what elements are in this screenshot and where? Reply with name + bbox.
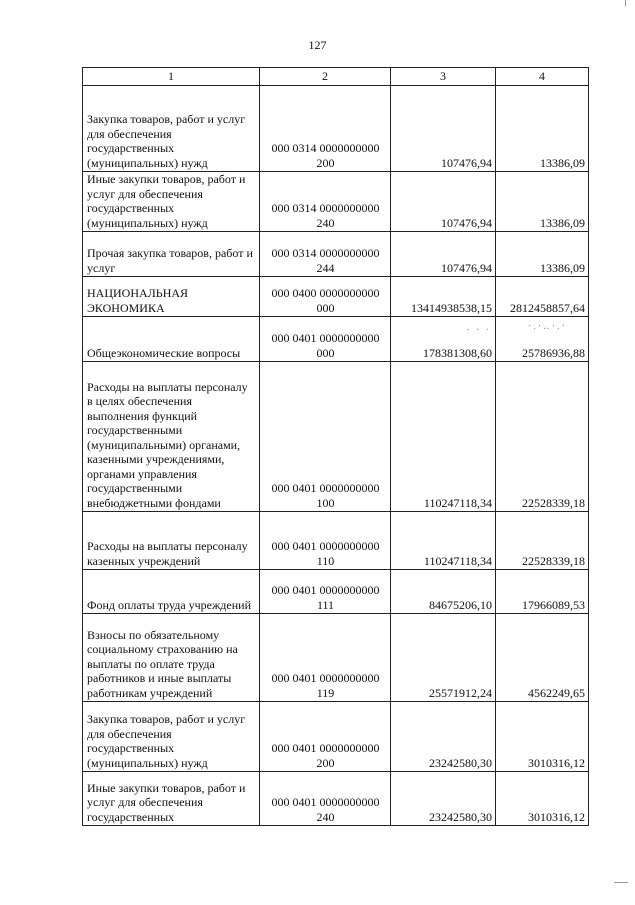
row-value-col3-cell: 110247118,34 — [391, 362, 496, 512]
column-header-2: 2 — [260, 68, 391, 86]
table-header-row — [83, 68, 589, 86]
table-row — [83, 317, 589, 362]
row-value-col3-cell: 84675206,10 — [391, 570, 496, 614]
row-code-cell: 000 0314 0000000000 244 — [260, 232, 391, 277]
row-value-col4-cell: 17966089,53 — [496, 570, 589, 614]
table-row — [83, 362, 589, 512]
row-value-col4-cell: 22528339,18 — [496, 362, 589, 512]
row-code-cell: 000 0401 0000000000 200 — [260, 702, 391, 772]
scan-noise: ·.·‥·.· — [528, 321, 567, 332]
row-name-cell: Закупка товаров, работ и услуг для обеспечения государственных (муниципальных) нужд — [83, 702, 260, 772]
scan-edge-mark — [614, 882, 628, 883]
table-row — [83, 702, 589, 772]
column-header-3: 3 — [391, 68, 496, 86]
table-row — [83, 172, 589, 232]
row-value-col3-cell: 107476,94 — [391, 86, 496, 172]
row-value-col4-cell: 13386,09 — [496, 86, 589, 172]
row-code-cell: 000 0401 0000000000 000 — [260, 317, 391, 362]
column-header-4: 4 — [496, 68, 589, 86]
page-number: 127 — [308, 38, 327, 52]
row-name-cell: Общеэкономические вопросы — [83, 317, 260, 362]
row-name-cell: Иные закупки товаров, работ и услуг для обеспечения государственных (муниципальных) нужд — [83, 172, 260, 232]
row-code-cell: 000 0314 0000000000 240 — [260, 172, 391, 232]
row-code-cell: 000 0401 0000000000 119 — [260, 614, 391, 702]
row-value-col3-cell: 107476,94 — [391, 172, 496, 232]
row-name-cell: Фонд оплаты труда учреждений — [83, 570, 260, 614]
row-name-cell: НАЦИОНАЛЬНАЯ ЭКОНОМИКА — [83, 277, 260, 317]
table-row — [83, 614, 589, 702]
row-name-cell: Взносы по обязательному социальному страхованию на выплаты по оплате труда работников и иные выплаты работникам учреждений — [83, 614, 260, 702]
row-value-col4-cell: 13386,09 — [496, 232, 589, 277]
row-value-col3-cell: 23242580,30 — [391, 772, 496, 826]
row-code-cell: 000 0401 0000000000 100 — [260, 362, 391, 512]
row-value-col4-cell: 13386,09 — [496, 172, 589, 232]
table-row — [83, 86, 589, 172]
row-code-cell: 000 0400 0000000000 000 — [260, 277, 391, 317]
row-value-col4-cell: 3010316,12 — [496, 772, 589, 826]
row-code-cell: 000 0401 0000000000 240 — [260, 772, 391, 826]
row-value-col3-cell: 110247118,34 — [391, 512, 496, 570]
table-row — [83, 512, 589, 570]
row-value-col3-cell: 23242580,30 — [391, 702, 496, 772]
row-value-col4-cell: 4562249,65 — [496, 614, 589, 702]
row-code-cell: 000 0314 0000000000 200 — [260, 86, 391, 172]
table-row — [83, 277, 589, 317]
row-value-col3-cell: 13414938538,15 — [391, 277, 496, 317]
row-value-col4-cell: 2812458857,64 — [496, 277, 589, 317]
table-row — [83, 232, 589, 277]
row-name-cell: Иные закупки товаров, работ и услуг для обеспечения государственных — [83, 772, 260, 826]
row-name-cell: Прочая закупка товаров, работ и услуг — [83, 232, 260, 277]
row-name-cell: Закупка товаров, работ и услуг для обеспечения государственных (муниципальных) нужд — [83, 86, 260, 172]
table-body — [83, 86, 589, 826]
row-name-cell: Расходы на выплаты персоналу в целях обеспечения выполнения функций государственными (муниципальными) органами, казенными учреждениями, органами управления государственными внебюджетными фондами — [83, 362, 260, 512]
row-code-cell: 000 0401 0000000000 110 — [260, 512, 391, 570]
table-row — [83, 570, 589, 614]
row-value-col3-cell: 25571912,24 — [391, 614, 496, 702]
column-header-1: 1 — [83, 68, 260, 86]
budget-table — [82, 67, 589, 826]
row-code-cell: 000 0401 0000000000 111 — [260, 570, 391, 614]
row-value-col3-cell: 178381308,60 — [391, 317, 496, 362]
table-row — [83, 772, 589, 826]
row-value-col4-cell: 25786936,88 — [496, 317, 589, 362]
row-value-col3-cell: 107476,94 — [391, 232, 496, 277]
row-value-col4-cell: 3010316,12 — [496, 702, 589, 772]
scan-edge-mark — [625, 0, 626, 6]
scan-noise: · · · — [466, 325, 491, 336]
row-name-cell: Расходы на выплаты персоналу казенных учреждений — [83, 512, 260, 570]
row-value-col4-cell: 22528339,18 — [496, 512, 589, 570]
